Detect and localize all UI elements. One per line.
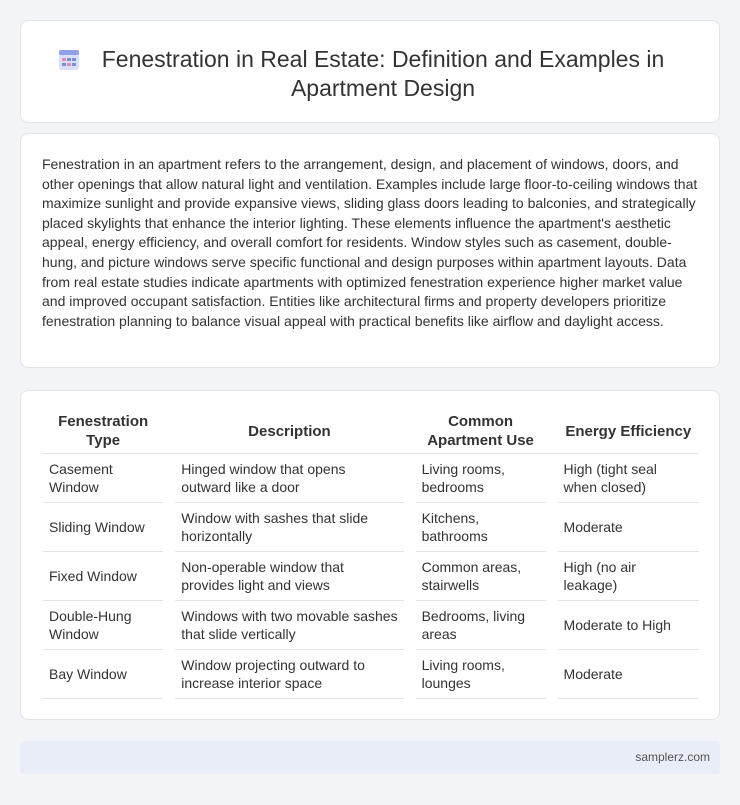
footer-bar [20, 741, 720, 774]
cell-description: Window projecting outward to increase interior space [175, 649, 403, 698]
table-row [43, 649, 699, 698]
title-card [20, 20, 720, 123]
table-row [43, 551, 699, 600]
cell-efficiency: High (no air leakage) [558, 551, 699, 600]
cell-use: Bedrooms, living areas [416, 600, 546, 649]
cell-type: Casement Window [43, 453, 163, 502]
cell-efficiency: Moderate [558, 649, 699, 698]
cell-efficiency: High (tight seal when closed) [558, 453, 699, 502]
cell-use: Living rooms, lounges [416, 649, 546, 698]
cell-type: Fixed Window [43, 551, 163, 600]
table-card [20, 390, 720, 720]
table-row [43, 600, 699, 649]
cell-description: Non-operable window that provides light and views [175, 551, 403, 600]
intro-card [20, 133, 720, 368]
cell-type: Double-Hung Window [43, 600, 163, 649]
table-row [43, 502, 699, 551]
cell-efficiency: Moderate [558, 502, 699, 551]
cell-type: Bay Window [43, 649, 163, 698]
footer-site-link[interactable]: samplerz.com [635, 750, 710, 764]
cell-use: Kitchens, bathrooms [416, 502, 546, 551]
header-fenestration-type: Fenestration Type [43, 410, 163, 453]
cell-description: Windows with two movable sashes that slide vertically [175, 600, 403, 649]
header-common-use: Common Apartment Use [416, 410, 546, 453]
header-description: Description [175, 410, 403, 453]
intro-paragraph: Fenestration in an apartment refers to the arrangement, design, and placement of windows, doors, and other openings that allow natural light and ventilation. Examples include large floor-to-ceiling windows that maximize sunlight and provide expansive views, sliding glass doors leading to balconies, and strategically placed skylights that enhance the interior lighting. These elements influence the apartment's aesthetic appeal, energy efficiency, and overall comfort for residents. Window styles such as casement, double-hung, and picture windows serve specific functional and design purposes within apartment layouts. Data from real estate studies indicate apartments with optimized fenestration experience higher market value and improved occupant satisfaction. Entities like architectural firms and property developers prioritize fenestration planning to balance visual appeal with practical benefits like airflow and daylight access. [42, 156, 698, 329]
cell-use: Common areas, stairwells [416, 551, 546, 600]
header-energy-efficiency: Energy Efficiency [558, 410, 699, 453]
page-title: Fenestration in Real Estate: Definition and Examples in Apartment Design [101, 46, 665, 101]
fenestration-table [43, 410, 699, 699]
table-header-row [43, 410, 699, 453]
cell-description: Window with sashes that slide horizontally [175, 502, 403, 551]
cell-description: Hinged window that opens outward like a door [175, 453, 403, 502]
table-row [43, 453, 699, 502]
cell-efficiency: Moderate to High [558, 600, 699, 649]
cell-type: Sliding Window [43, 502, 163, 551]
cell-use: Living rooms, bedrooms [416, 453, 546, 502]
